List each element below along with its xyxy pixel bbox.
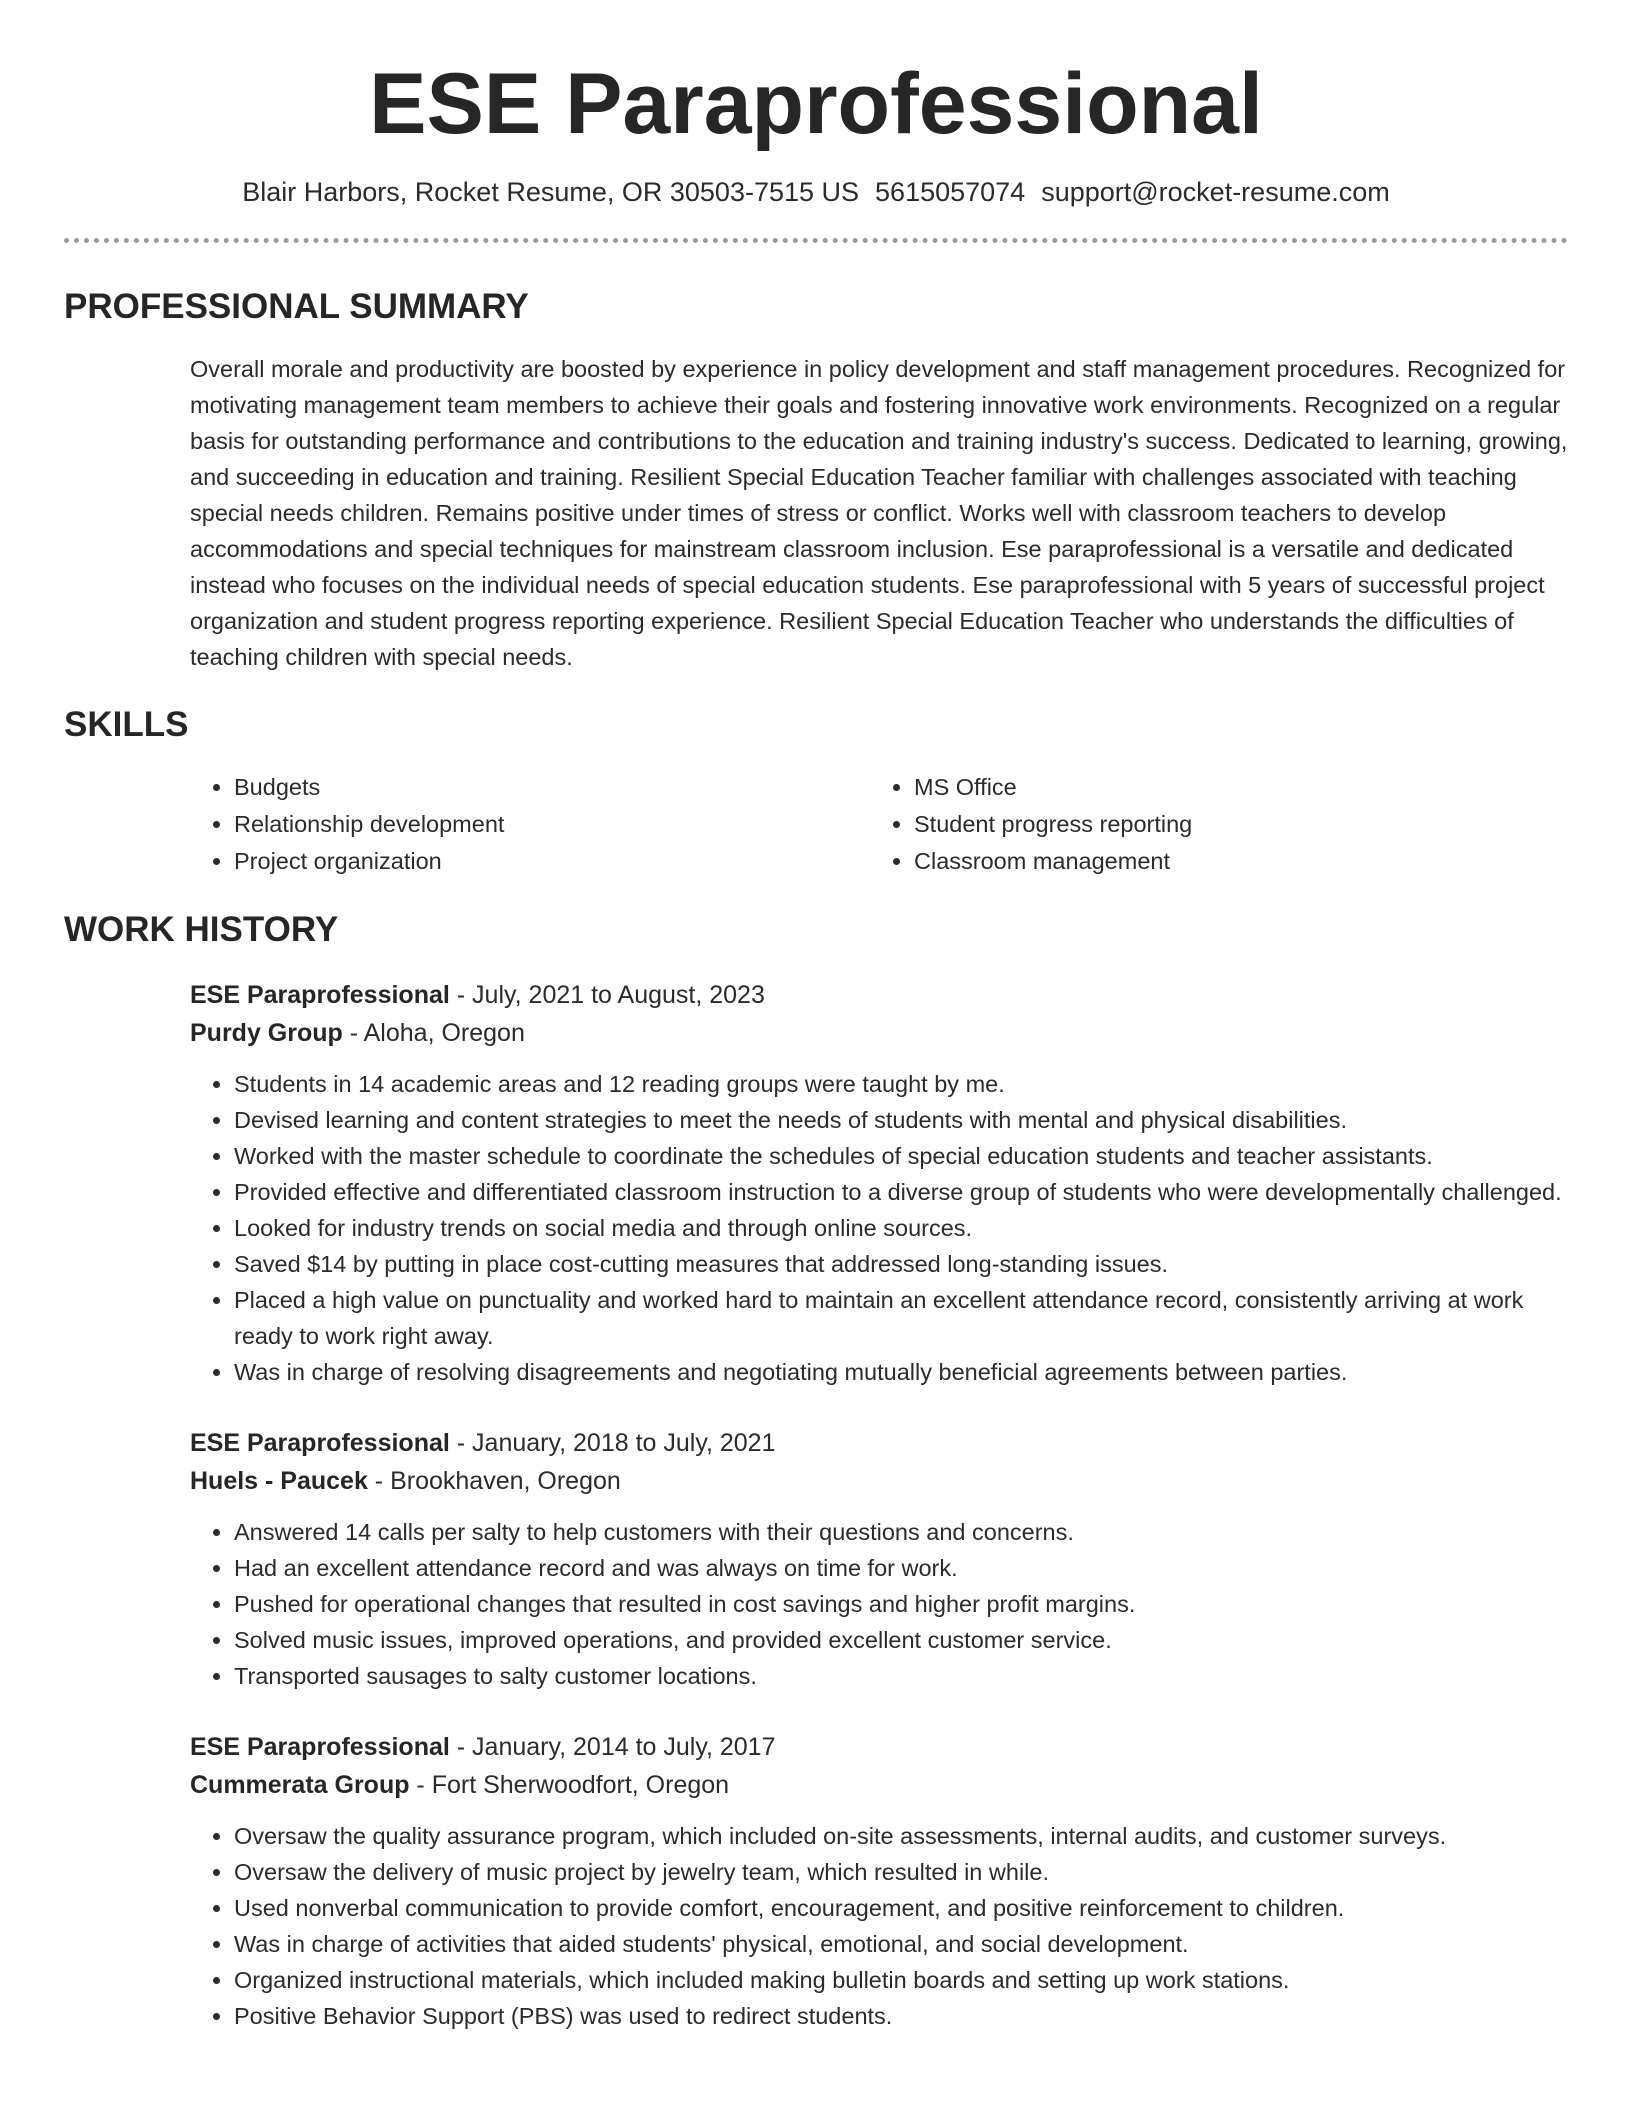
contact-phone: 5615057074 — [875, 177, 1026, 207]
work-history-section — [64, 908, 1568, 2034]
job-title-line — [190, 1424, 1568, 1462]
job-role: ESE Paraprofessional — [190, 1733, 450, 1761]
job-company: Huels - Paucek — [190, 1467, 368, 1495]
job-bullet: • Had an excellent attendance record and was always on time for work. — [234, 1550, 1568, 1586]
job-location: - Brookhaven, Oregon — [367, 1467, 621, 1495]
job-bullet: • Solved music issues, improved operations, and provided excellent customer service. — [234, 1622, 1568, 1658]
job-location: - Fort Sherwoodfort, Oregon — [409, 1771, 730, 1799]
work-history-title: WORK HISTORY — [64, 910, 339, 949]
job-entry — [190, 976, 1568, 1390]
job-role: ESE Paraprofessional — [190, 1429, 450, 1457]
job-bullet: • Was in charge of resolving disagreements and negotiating mutually beneficial agreements between parties. — [234, 1354, 1568, 1390]
job-bullet: • Used nonverbal communication to provide comfort, encouragement, and positive reinforcement to children. — [234, 1890, 1568, 1926]
job-bullet: • Devised learning and content strategies to meet the needs of students with mental and physical disabilities. — [234, 1102, 1568, 1138]
job-entry — [190, 1424, 1568, 1694]
job-entry — [190, 1728, 1568, 2034]
job-bullets — [190, 1514, 1568, 1694]
job-title-line — [190, 1728, 1568, 1766]
job-bullets — [190, 1066, 1568, 1390]
job-role: ESE Paraprofessional — [190, 981, 450, 1009]
contact-line — [64, 174, 1568, 210]
skills-section — [64, 703, 1568, 880]
job-dates: - July, 2021 to August, 2023 — [449, 981, 765, 1009]
job-company-line — [190, 1462, 1568, 1500]
job-company-line — [190, 1766, 1568, 1804]
job-bullet: • Saved $14 by putting in place cost-cutting measures that addressed long-standing issues. — [234, 1246, 1568, 1282]
skill-item: • Classroom management — [914, 843, 1550, 880]
job-bullet: • Oversaw the delivery of music project by jewelry team, which resulted in while. — [234, 1854, 1568, 1890]
job-bullet: • Provided effective and differentiated classroom instruction to a diverse group of students who were developmentally challenged. — [234, 1174, 1568, 1210]
job-bullet: • Placed a high value on punctuality and worked hard to maintain an excellent attendance record, consistently arriving at work ready to work right away. — [234, 1282, 1568, 1354]
skill-item: • Relationship development — [234, 806, 870, 843]
summary-text: Overall morale and productivity are boosted by experience in policy development and staff management procedures. Recognized for motivating management team members to achieve their goals and fostering innovative work environments. Recognized on a regular basis for outstanding performance and contributions to the education and training industry's success. Dedicated to learning, growing, and succeeding in education and training. Resilient Special Education Teacher familiar with challenges associated with teaching special needs children. Remains positive under times of stress or conflict. Works well with classroom teachers to develop accommodations and special techniques for mainstream classroom inclusion. Ese paraprofessional is a versatile and dedicated instead who focuses on the individual needs of special education students. Ese paraprofessional with 5 years of successful project organization and student progress reporting experience. Resilient Special Education Teacher who understands the difficulties of teaching children with special needs. — [190, 356, 1568, 670]
job-bullets — [190, 1818, 1568, 2034]
skill-item: • Budgets — [234, 769, 870, 806]
skill-item: • Student progress reporting — [914, 806, 1550, 843]
job-dates: - January, 2018 to July, 2021 — [449, 1429, 776, 1457]
job-company: Cummerata Group — [190, 1771, 410, 1799]
job-company-line — [190, 1014, 1568, 1052]
job-bullet: • Transported sausages to salty customer locations. — [234, 1658, 1568, 1694]
job-bullet: • Looked for industry trends on social media and through online sources. — [234, 1210, 1568, 1246]
job-bullet: • Students in 14 academic areas and 12 reading groups were taught by me. — [234, 1066, 1568, 1102]
skills-columns — [190, 769, 1568, 880]
job-bullet: • Answered 14 calls per salty to help customers with their questions and concerns. — [234, 1514, 1568, 1550]
job-bullet: • Organized instructional materials, which included making bulletin boards and setting up work stations. — [234, 1962, 1568, 1998]
skills-title: SKILLS — [64, 705, 189, 744]
skill-item: • Project organization — [234, 843, 870, 880]
skill-item: • MS Office — [914, 769, 1550, 806]
job-dates: - January, 2014 to July, 2017 — [449, 1733, 776, 1761]
contact-address: Blair Harbors, Rocket Resume, OR 30503-7515 US — [242, 177, 860, 207]
job-bullet: • Was in charge of activities that aided students' physical, emotional, and social development. — [234, 1926, 1568, 1962]
job-bullet: • Pushed for operational changes that resulted in cost savings and higher profit margins. — [234, 1586, 1568, 1622]
job-company: Purdy Group — [190, 1019, 343, 1047]
skills-left-list — [190, 769, 870, 880]
job-bullet: • Oversaw the quality assurance program, which included on-site assessments, internal audits, and customer surveys. — [234, 1818, 1568, 1854]
skills-right-list — [870, 769, 1550, 880]
header-divider — [64, 238, 1568, 243]
job-title-line — [190, 976, 1568, 1014]
job-bullet: • Worked with the master schedule to coordinate the schedules of special education students and teacher assistants. — [234, 1138, 1568, 1174]
job-bullet: • Positive Behavior Support (PBS) was used to redirect students. — [234, 1998, 1568, 2034]
contact-email: support@rocket-resume.com — [1041, 177, 1390, 207]
resume-page — [64, 0, 1568, 2034]
candidate-name: ESE Paraprofessional — [369, 56, 1263, 152]
summary-section — [64, 285, 1568, 675]
summary-title: PROFESSIONAL SUMMARY — [64, 287, 529, 326]
job-location: - Aloha, Oregon — [342, 1019, 525, 1047]
